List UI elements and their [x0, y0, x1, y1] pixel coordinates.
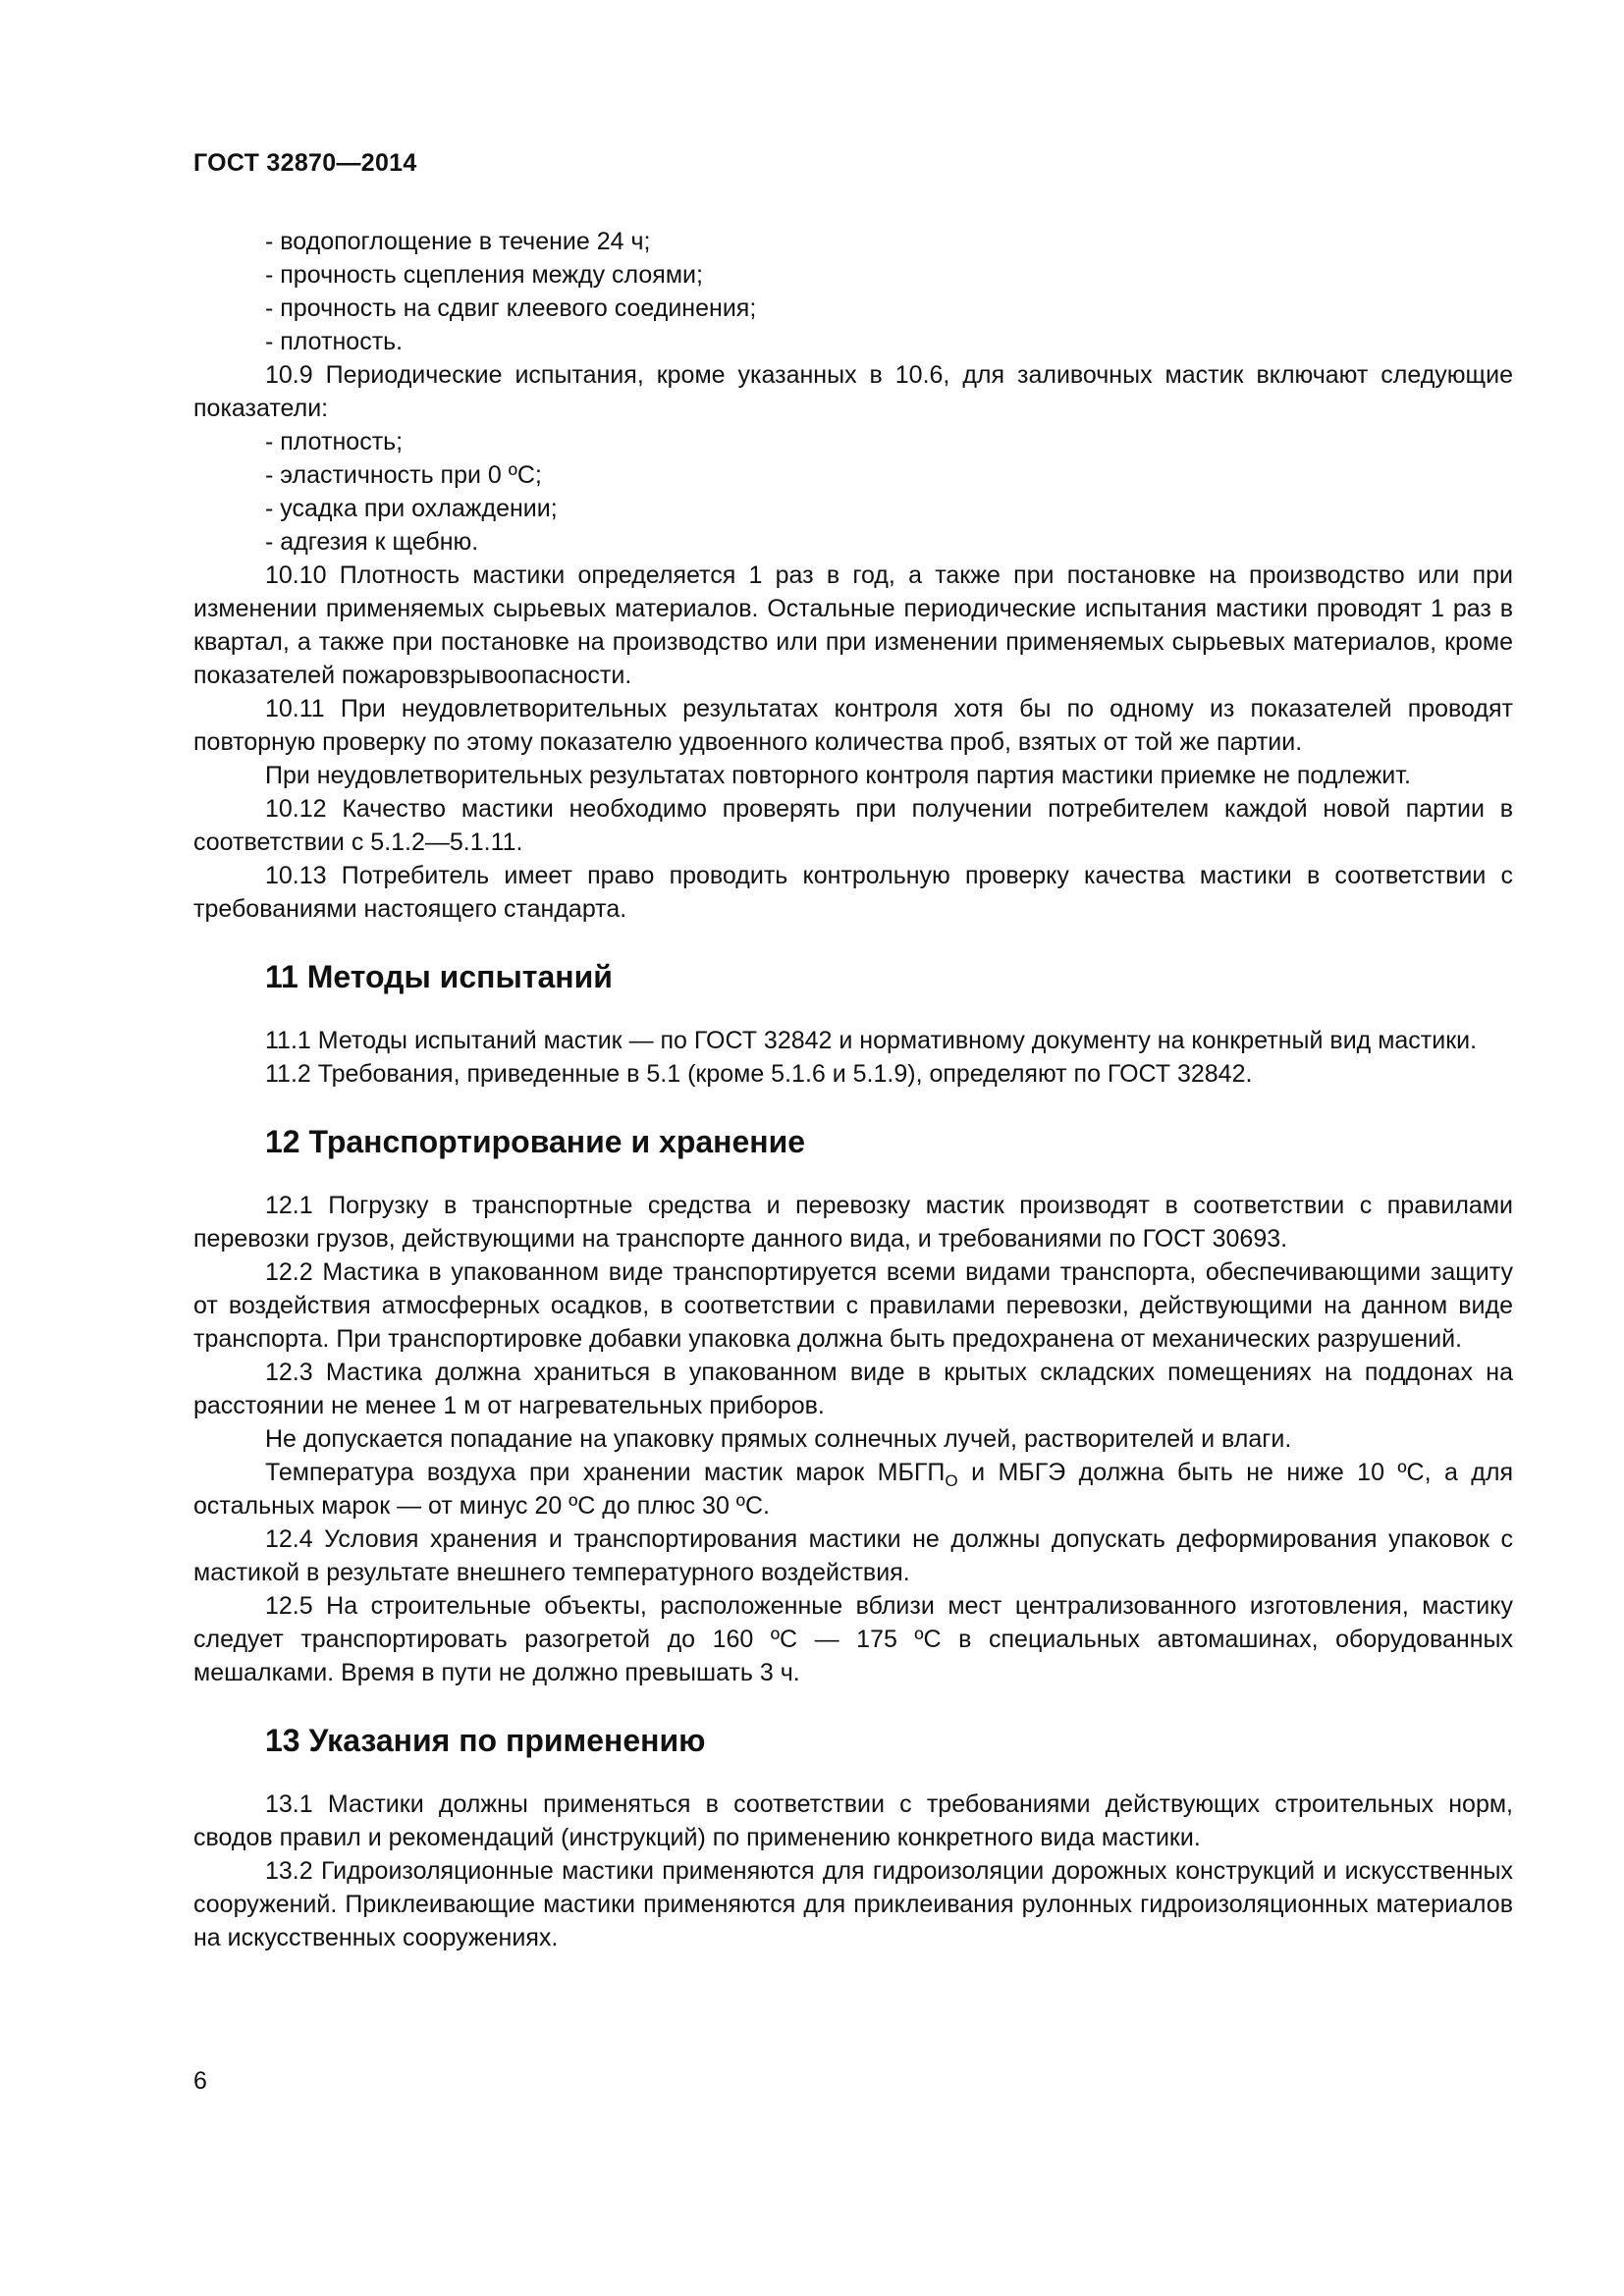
paragraph-10-10: 10.10 Плотность мастики определяется 1 раз в год, а также при постановке на производство или при изменении применяемых сырьевых материалов. Остальные периодические испытания мастики проводят 1 раз в квартал, а также при постановке на производство или при изменении применяемых сырьевых материалов, кроме показателей пожаровзрывоопасности. — [193, 561, 1513, 689]
paragraph-10-12: 10.12 Качество мастики необходимо проверять при получении потребителем каждой новой партии в соответствии с 5.1.2—5.1.11. — [193, 795, 1513, 856]
paragraph-10-11-continued: При неудовлетворительных результатах повторного контроля партия мастики приемке не подлежит. — [265, 762, 1411, 789]
paragraph-11-2: 11.2 Требования, приведенные в 5.1 (кроме 5.1.6 и 5.1.9), определяют по ГОСТ 32842. — [265, 1060, 1253, 1088]
paragraph-11-1: 11.1 Методы испытаний мастик — по ГОСТ 32842 и нормативному документу на конкретный вид мастики. — [265, 1027, 1478, 1054]
list-item: - водопоглощение в течение 24 ч; — [265, 228, 651, 255]
document-body — [193, 225, 1513, 1954]
paragraph-10-13: 10.13 Потребитель имеет право проводить контрольную проверку качества мастики в соответствии с требованиями настоящего стандарта. — [193, 862, 1513, 923]
paragraph-12-3-temperature — [193, 1456, 1513, 1522]
section-11-heading: 11 Методы испытаний — [265, 959, 613, 994]
paragraph-13-1: 13.1 Мастики должны применяться в соответствии с требованиями действующих строительных норм, сводов правил и рекомендаций (инструкций) по применению конкретного вида мастики. — [193, 1790, 1513, 1851]
grade-subscript: О — [945, 1471, 958, 1490]
temperature-text-end: и МБГЭ должна быть не ниже 10 ºС, а для остальных марок — от минус 20 ºС до плюс 30 ºС. — [193, 1459, 1513, 1520]
paragraph-12-2: 12.2 Мастика в упакованном виде транспортируется всеми видами транспорта, обеспечивающими защиту от воздействия атмосферных осадков, в соответствии с правилами перевозки, действующими на данном виде транспорта. При транспортировке добавки упаковка должна быть предохранена от механических разрушений. — [193, 1258, 1513, 1353]
section-13-heading: 13 Указания по применению — [265, 1723, 706, 1758]
list-item: - адгезия к щебню. — [265, 528, 479, 556]
paragraph-12-5: 12.5 На строительные объекты, расположенные вблизи мест централизованного изготовления, мастику следует транспортировать разогретой до 160 ºС — 175 ºС в специальных автомашинах, оборудованных мешалками. Время в пути не должно превышать 3 ч. — [193, 1592, 1513, 1686]
paragraph-12-3-continued: Не допускается попадание на упаковку прямых солнечных лучей, растворителей и влаги. — [265, 1425, 1292, 1453]
paragraph-13-2: 13.2 Гидроизоляционные мастики применяются для гидроизоляции дорожных конструкций и искусственных сооружений. Приклеивающие мастики применяются для приклеивания рулонных гидроизоляционных материалов на искусственных сооружениях. — [193, 1857, 1513, 1951]
paragraph-10-11: 10.11 При неудовлетворительных результатах контроля хотя бы по одному из показателей проводят повторную проверку по этому показателю удвоенного количества проб, взятых от той же партии. — [193, 695, 1513, 756]
temperature-text-start: Температура воздуха при хранении мастик марок МБГП — [265, 1459, 946, 1486]
list-item: - плотность. — [265, 328, 404, 355]
list-item: - прочность сцепления между слоями; — [265, 261, 703, 289]
list-item: - плотность; — [265, 428, 404, 455]
document-header: ГОСТ 32870—2014 — [193, 149, 417, 177]
section-12-heading: 12 Транспортирование и хранение — [265, 1124, 806, 1159]
paragraph-12-3: 12.3 Мастика должна храниться в упакованном виде в крытых складских помещениях на поддонах на расстоянии не менее 1 м от нагревательных приборов. — [193, 1359, 1513, 1419]
paragraph-10-9: 10.9 Периодические испытания, кроме указанных в 10.6, для заливочных мастик включают следующие показатели: — [193, 361, 1513, 422]
list-item: - усадка при охлаждении; — [265, 495, 558, 522]
list-item: - эластичность при 0 ºС; — [265, 461, 542, 489]
page-number: 6 — [193, 2067, 207, 2095]
paragraph-12-4: 12.4 Условия хранения и транспортирования мастики не должны допускать деформирования упаковок с мастикой в результате внешнего температурного воздействия. — [193, 1525, 1513, 1586]
list-item: - прочность на сдвиг клеевого соединения; — [265, 294, 757, 322]
paragraph-12-1: 12.1 Погрузку в транспортные средства и перевозку мастик производят в соответствии с правилами перевозки грузов, действующими на транспорте данного вида, и требованиями по ГОСТ 30693. — [193, 1192, 1513, 1253]
